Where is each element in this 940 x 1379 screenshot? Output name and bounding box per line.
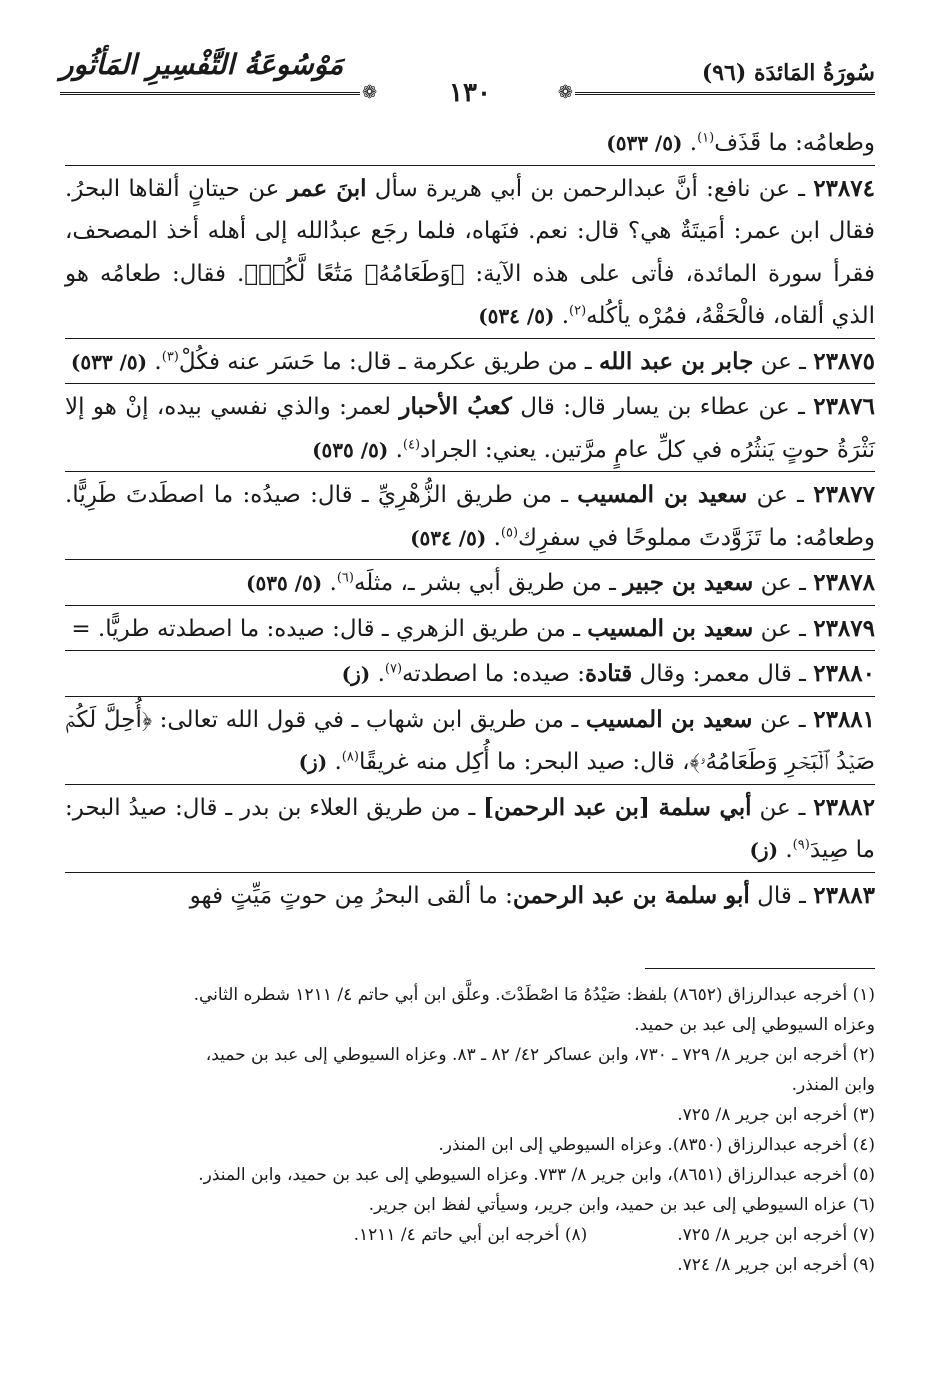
paragraph	[65, 608, 875, 652]
paragraph-text: ـ من طريق الزهري ـ قال: صيده: ما اصطدته طريًّا. =	[71, 615, 588, 642]
footnote-separator	[645, 968, 875, 969]
paragraph	[65, 562, 875, 606]
footnote: (٧) أخرجه ابن جرير ٨/ ٧٢٥.	[677, 1225, 875, 1245]
paragraph-text: عن حيتانٍ ألقاها البحرُ. فقال ابن عمر: أمَيتَةٌ هي؟ قال: نعم. فنَهاه، فلما رجَع عبدُالله إلى أهله أخذ المصحف، فقرأ سورة المائدة، فأتى على هذه الآية: ﴿وَطَعَامُهُۥ مَتَٰعًا لَّكُمۡ﴾. فقال: طعامُه هو الذي ألقاه، فالْحَقْهُ، فمُرْه يأكُله	[65, 175, 875, 329]
narrator-name: أبي سلمة [بن عبد الرحمن]	[483, 793, 752, 821]
narrator-name: ابنَ عمر	[287, 174, 367, 202]
paragraph-text: : ما ألقى البحرُ مِن حوتٍ مَيِّتٍ فهو	[189, 882, 513, 909]
paragraph-text: ـ من طريق ابن شهاب ـ في قول الله تعالى: ﴿أُحِلَّ لَكُمۡ صَيۡدُ ٱلۡبَحۡرِ وَطَعَامُهُۥ﴾، قال: صيد البحر: ما أُكِل منه غريقًا	[65, 706, 875, 775]
footnote: (٢) أخرجه ابن جرير ٨/ ٧٢٩ ـ ٧٣٠، وابن عساكر ٤٢/ ٨٢ ـ ٨٣. وعزاه السيوطي إلى عبد بن حميد،	[205, 1045, 875, 1065]
footnote-marker: (١)	[697, 130, 715, 146]
paragraph	[65, 653, 875, 697]
report-number: ٢٣٨٧٦	[813, 393, 875, 420]
narrator-name: كعبُ الأحبار	[399, 393, 512, 420]
paragraph-lead: ـ قال	[749, 882, 814, 909]
footnote-marker: (٦)	[336, 570, 354, 586]
punct: .	[322, 570, 337, 596]
narrator-name: سعيد بن المسيب	[585, 705, 753, 733]
footnote: (٤) أخرجه عبدالرزاق (٨٣٥٠). وعزاه السيوطي إلى ابن المنذر.	[438, 1135, 875, 1155]
report-number: ٢٣٨٧٧	[813, 481, 875, 508]
paragraph	[65, 168, 875, 339]
footnote: (٨) أخرجه ابن أبي حاتم ٤/ ١٢١١.	[353, 1225, 588, 1245]
report-number: ٢٣٨٧٨	[813, 569, 875, 596]
report-number: ٢٣٨٨٣	[813, 881, 875, 909]
narrator-name: قتادة	[584, 660, 633, 687]
paragraph	[65, 122, 875, 166]
source-ref: (ز)	[298, 750, 328, 774]
paragraph-lead: ـ عن	[753, 348, 814, 375]
page-number: ١٣٠	[449, 78, 491, 108]
paragraph-lead: ـ قال معمر: وقال	[632, 661, 814, 687]
paragraph-text: ـ من طريق أبي بشر ـ، مثلَه	[353, 570, 624, 596]
source-ref: (٥/ ٥٣٥)	[245, 571, 323, 595]
footnote-marker: (٨)	[341, 749, 359, 765]
punct: .	[778, 837, 793, 863]
source-ref: (٥/ ٥٣٣)	[70, 349, 148, 374]
footnote-marker: (٥)	[500, 524, 519, 540]
report-number: ٢٣٨٧٤	[813, 174, 875, 202]
paragraph-lead: ـ عن عطاء بن يسار قال: قال	[511, 394, 814, 420]
source-ref: (٥/ ٥٣٤)	[478, 304, 555, 328]
source-ref: (٥/ ٥٣٣)	[606, 131, 683, 155]
footnote: (٣) أخرجه ابن جرير ٨/ ٧٢٥.	[677, 1105, 875, 1125]
report-number: ٢٣٨٧٩	[813, 614, 875, 642]
footnote-marker: (٩)	[792, 837, 810, 853]
header-rule-left	[60, 92, 360, 95]
punct: .	[486, 524, 501, 551]
narrator-name: جابر بن عبد الله	[598, 347, 754, 375]
source-ref: (٥/ ٥٣٤)	[410, 525, 487, 550]
paragraph-lead: ـ عن	[753, 615, 814, 642]
paragraph	[65, 341, 875, 385]
paragraph-lead: ـ عن	[753, 570, 814, 596]
report-number: ٢٣٨٧٥	[813, 347, 875, 375]
footnote: (٦) عزاه السيوطي إلى عبد بن حميد، وابن جرير، وسيأتي لفظ ابن جرير.	[368, 1195, 875, 1215]
header-rule-right	[575, 92, 875, 95]
running-header	[60, 40, 875, 110]
punct: .	[370, 661, 385, 687]
paragraph	[65, 474, 875, 560]
paragraph	[65, 386, 875, 472]
ornament-icon: ❁	[362, 82, 378, 103]
paragraph-text: لعمر: والذي نفسي بيده، إنْ هو إلا نَثْرَةُ حوتٍ يَنثُرُه في كلِّ عامٍ مرَّتين. يعني: الجراد	[65, 394, 875, 463]
ornament-icon: ❁	[557, 82, 573, 103]
main-text	[65, 122, 875, 917]
paragraph	[65, 875, 875, 918]
punct: .	[327, 749, 342, 775]
footnote: (١) أخرجه عبدالرزاق (٨٦٥٢) بلفظ: صَيْدُهُ مَا اصْطَدْتَ. وعلَّق ابن أبي حاتم ٤/ ١٢١١ شطره الثاني.	[193, 985, 875, 1005]
footnote-marker: (٤)	[402, 436, 421, 452]
paragraph-text: ـ من طريق عكرمة ـ قال: ما حَسَر عنه فكُلْ	[178, 348, 599, 375]
footnotes	[65, 980, 875, 1280]
footnote-marker: (٣)	[161, 348, 179, 364]
footnote: (٥) أخرجه عبدالرزاق (٨٦٥١)، وابن جرير ٨/ ٧٣٣. وعزاه السيوطي إلى عبد بن حميد، وابن المنذر.	[198, 1165, 875, 1185]
paragraph-text: ـ من طريق العلاء بن بدر ـ قال: صيدُ البحر: ما صِيدَ	[65, 794, 875, 863]
paragraph-lead: ـ عن	[752, 706, 814, 733]
footnote-marker: (٧)	[384, 661, 403, 677]
report-number: ٢٣٨٨١	[813, 705, 876, 733]
narrator-name: سعيد بن المسيب	[577, 481, 748, 508]
paragraph-text: : صيده: ما اصطدته	[402, 661, 585, 687]
paragraph	[65, 787, 875, 873]
paragraph-lead: ـ عن	[751, 794, 814, 821]
narrator-name: أبو سلمة بن عبد الرحمن	[512, 881, 750, 909]
punct: .	[388, 436, 403, 463]
book-title: مَوْسُوعَةُ التَّفْسِيرِ المَأثُور	[60, 48, 344, 81]
narrator-name: سعيد بن المسيب	[587, 614, 754, 642]
report-number: ٢٣٨٨٠	[813, 660, 875, 687]
footnote: (٩) أخرجه ابن جرير ٨/ ٧٢٤.	[677, 1255, 875, 1275]
footnote-marker: (٢)	[569, 303, 587, 319]
footnote: وابن المنذر.	[791, 1075, 875, 1095]
footnote: وعزاه السيوطي إلى عبد بن حميد.	[634, 1015, 875, 1035]
source-ref: (٥/ ٥٣٥)	[312, 437, 389, 462]
footnote-row	[65, 1220, 875, 1250]
source-ref: (ز)	[749, 838, 779, 862]
paragraph-lead: ـ عن	[747, 482, 814, 508]
narrator-name: سعيد بن جبير	[623, 569, 754, 596]
paragraph-lead: ـ عن نافع: أنَّ عبدالرحمن بن أبي هريرة سأل	[366, 175, 814, 202]
paragraph-text: ـ من طريق الزُّهْرِيِّ ـ قال: صيدُه: ما اصطَدتَ طَرِيًّا. وطعامُه: ما تَزَوَّدتَ مملوحًا في سفرِك	[65, 482, 875, 551]
paragraph-text: وطعامُه: ما قَذَف	[714, 130, 875, 156]
paragraph	[65, 699, 875, 785]
source-ref: (ز)	[341, 662, 371, 686]
punct: .	[682, 130, 698, 156]
punct: .	[147, 348, 162, 375]
punct: .	[554, 303, 570, 329]
report-number: ٢٣٨٨٢	[813, 793, 876, 821]
surah-title: سُورَةُ المَائدَة (٩٦)	[701, 60, 875, 86]
